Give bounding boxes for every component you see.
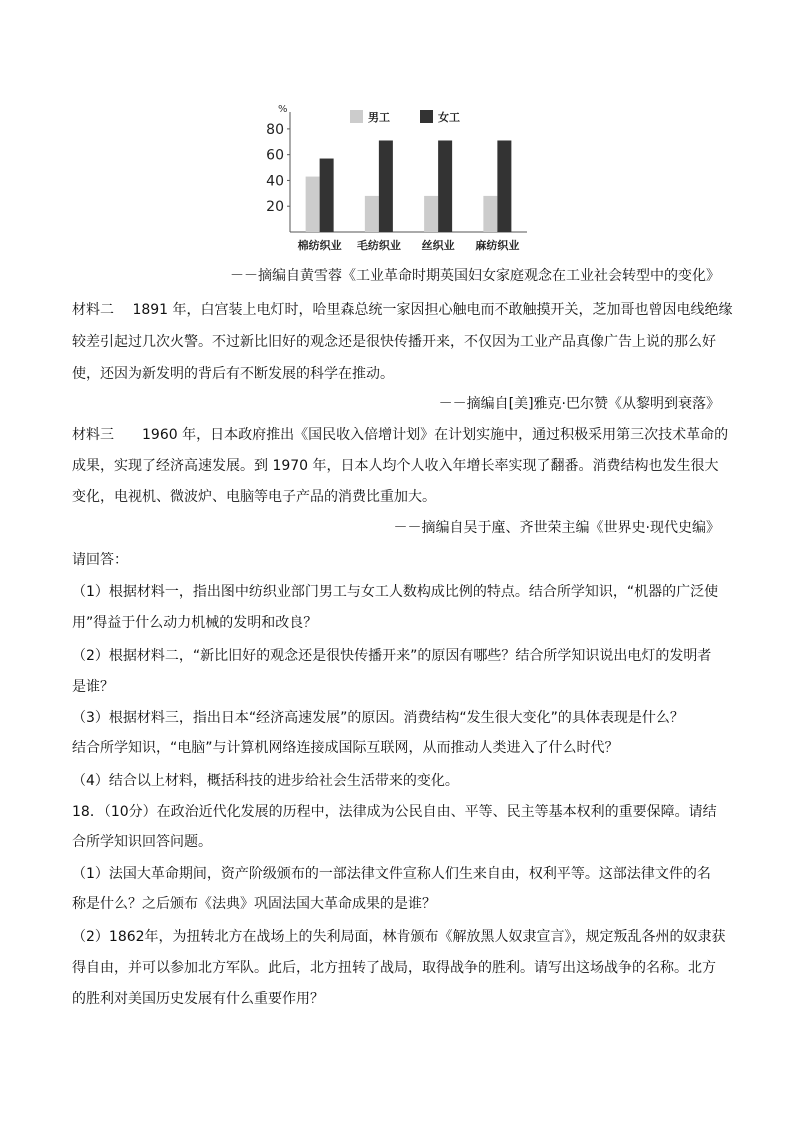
bar-female — [438, 140, 452, 232]
y-axis-unit-label: % — [278, 104, 288, 115]
legend-swatch — [420, 110, 433, 123]
problem-18-line-1: 18．（10分）在政治近代化发展的历程中，法律成为公民自由、平等、民主等基本权利的重要保障。请结 — [72, 804, 717, 820]
source-material-3: －－摘编自吴于廑、齐世荣主编《世界史·现代史编》 — [393, 520, 720, 536]
problem-18-q2-line-1: （2）1862年，为扭转北方在战场上的失利局面，林肯颁布《解放黑人奴隶宣言》，规定叛乱各州的奴隶获 — [72, 929, 726, 945]
bar-male — [306, 177, 320, 232]
question-1-line-2: 用”得益于什么动力机械的发明和改良？ — [72, 615, 318, 631]
material-2-line-3: 使，还因为新发明的背后有不断发展的科学在推动。 — [72, 366, 394, 382]
material-3-line-2: 成果，实现了经济高速发展。到 1970 年，日本人均个人收入年增长率实现了翻番。消费结构也发生很大 — [72, 458, 719, 474]
textile-workers-bar-chart — [255, 100, 545, 260]
material-3-line-3: 变化，电视机、微波炉、电脑等电子产品的消费比重加大。 — [72, 489, 436, 505]
material-2-line-2: 较差引起过几次火警。不过新比旧好的观念还是很快传播开来，不仅因为工业产品真像广告上说的那么好 — [72, 334, 716, 350]
legend-label: 男工 — [368, 111, 390, 124]
x-category-label: 丝织业 — [421, 239, 455, 252]
bar-female — [320, 159, 334, 232]
bar-male — [365, 196, 379, 232]
question-2-line-1: （2）根据材料二，“新比旧好的观念还是很快传播开来”的原因有哪些？结合所学知识说出电灯的发明者 — [72, 648, 712, 664]
bar-male — [483, 196, 497, 232]
y-tick-label: 40 — [266, 173, 284, 190]
question-1-line-1: （1）根据材料一，指出图中纺织业部门男工与女工人数构成比例的特点。结合所学知识，“机器的广泛使 — [72, 584, 719, 600]
x-category-label: 毛纺织业 — [356, 239, 401, 252]
question-2-line-2: 是谁？ — [72, 679, 114, 695]
x-category-label: 棉纺织业 — [297, 239, 342, 252]
y-tick-label: 20 — [266, 199, 284, 216]
material-3-line-1: 材料三 1960 年，日本政府推出《国民收入倍增计划》在计划实施中，通过积极采用第三次技术革命的 — [72, 427, 729, 443]
question-3-line-2: 结合所学知识，“电脑”与计算机网络连接成国际互联网，从而推动人类进入了什么时代？ — [72, 740, 619, 756]
question-4: （4）结合以上材料，概括科技的进步给社会生活带来的变化。 — [72, 773, 459, 789]
problem-18-q1-line-2: 称是什么？之后颁布《法典》巩固法国大革命成果的是谁？ — [72, 896, 436, 912]
source-material-1: －－摘编自黄雪蓉《工业革命时期英国妇女家庭观念在工业社会转型中的变化》 — [230, 268, 720, 284]
legend-swatch — [350, 110, 363, 123]
bar-male — [424, 196, 438, 232]
question-3-line-1: （3）根据材料三，指出日本“经济高速发展”的原因。消费结构“发生很大变化”的具体表现是什么？ — [72, 710, 684, 726]
material-2-line-1: 材料二 1891 年，白宫装上电灯时，哈里森总统一家因担心触电而不敢触摸开关，芝加哥也曾因电线绝缘 — [72, 302, 733, 318]
legend-label: 女工 — [438, 111, 460, 124]
bar-female — [379, 140, 393, 232]
problem-18-q2-line-3: 的胜利对美国历史发展有什么重要作用？ — [72, 991, 324, 1007]
source-material-2: －－摘编自[美]雅克·巴尔赞《从黎明到衰落》 — [438, 396, 720, 412]
y-tick-label: 60 — [266, 147, 284, 164]
x-category-label: 麻纺织业 — [475, 239, 520, 252]
bar-female — [497, 140, 511, 232]
problem-18-line-2: 合所学知识回答问题。 — [72, 834, 212, 850]
problem-18-q2-line-2: 得自由，并可以参加北方军队。此后，北方扭转了战局，取得战争的胜利。请写出这场战争的名称。北方 — [72, 960, 716, 976]
problem-18-q1-line-1: （1）法国大革命期间，资产阶级颁布的一部法律文件宣称人们生来自由，权利平等。这部法律文件的名 — [72, 866, 711, 882]
answer-prompt: 请回答： — [72, 552, 128, 568]
y-tick-label: 80 — [266, 121, 284, 138]
